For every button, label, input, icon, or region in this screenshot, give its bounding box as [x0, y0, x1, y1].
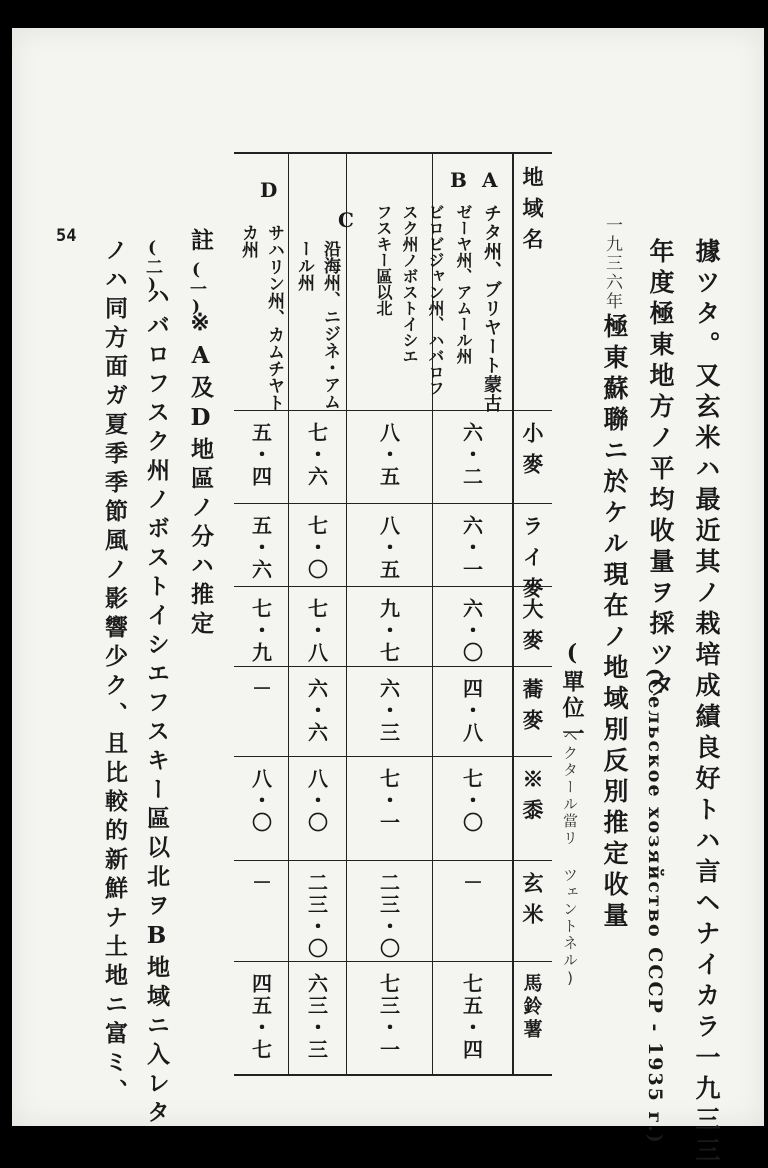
cell-a-wheat: 六・二 [459, 422, 484, 488]
note-2-line-2: ノハ同方面ガ夏季季節風ノ影響少ク、且比較的新鮮ナ土地ニ富ミ、 [101, 238, 128, 1108]
cell-c-buckwheat: 六・六 [304, 678, 329, 744]
cell-a-rice: － [459, 872, 484, 894]
cell-d-wheat: 五・四 [248, 422, 273, 488]
cell-b-buckwheat: 六・三 [376, 678, 401, 744]
cell-d-rye: 五・六 [248, 515, 273, 581]
header-crop-wheat: 小麥 [520, 422, 545, 484]
row-region-line-2: ール州 [294, 240, 314, 291]
body-line-1: 據ツタ。又玄米ハ最近其ノ栽培成績良好トハ言ヘナイカラ一九三三 [692, 238, 721, 1168]
cell-c-potato: 六三・三 [304, 973, 329, 1061]
cell-b-rye: 八・五 [376, 515, 401, 581]
note-1-text: ※A及D地區ノ分ハ推定 [187, 310, 214, 640]
note-2-line-1: ハバロフスク州ノボストイシエフスキー區以北ヲB地域ニ入レタ [143, 284, 170, 1129]
cell-b-wheat: 八・五 [376, 422, 401, 488]
header-crop-rye: ライ麥 [520, 515, 545, 608]
note-1-marker: (一) [186, 260, 206, 317]
cell-a-millet: 七・〇 [459, 768, 484, 834]
cell-d-potato: 四五・七 [248, 973, 273, 1061]
cell-d-millet: 八・〇 [248, 768, 273, 834]
row-region-line-2: ビロビジャン州、ハバロフ [426, 204, 445, 396]
document-page [12, 28, 764, 1168]
note-2-marker: (二) [142, 238, 162, 295]
header-crop-buckwheat: 蕎麥 [520, 678, 545, 740]
unit-note: (單位一 [559, 640, 585, 748]
cell-a-rye: 六・一 [459, 515, 484, 581]
cell-c-rice: 二三・〇 [304, 872, 329, 960]
row-region-line-4: フスキー區以北 [374, 204, 393, 316]
table-caption: 極東蘇聯ニ於ケル現在ノ地域別反別推定收量 [600, 313, 629, 933]
row-region: チタ州、ブリヤート蒙古 [481, 204, 502, 413]
row-code: C [338, 208, 354, 232]
row-code: A [482, 168, 498, 192]
cell-a-potato: 七五・四 [459, 973, 484, 1061]
cell-b-rice: 二三・〇 [376, 872, 401, 960]
header-crop-rice: 玄米 [520, 872, 545, 934]
row-region-line-2: カ州 [238, 224, 258, 258]
source-citation: (Сельское хозяйство СССР - 1935 г.) [644, 668, 666, 1145]
cell-a-barley: 六・〇 [459, 598, 484, 664]
row-code: D [260, 178, 278, 202]
row-region-line-3: スク州ノボストイシエ [400, 204, 419, 364]
row-code: B [450, 168, 467, 192]
header-crop-potato: 馬鈴薯 [520, 973, 543, 1042]
cell-c-millet: 八・〇 [304, 768, 329, 834]
header-crop-millet: ※黍 [520, 768, 545, 830]
cell-d-rice: － [248, 872, 273, 894]
row-region-line-1: 沿海州、ニジネ・アム [320, 240, 340, 410]
cell-a-buckwheat: 四・八 [459, 678, 484, 744]
unit-handwritten: ヘクタール當リ ツェントネル) [561, 728, 579, 989]
note-label: 註 [187, 228, 214, 257]
page-number: 54 [56, 226, 77, 246]
cell-d-buckwheat: － [248, 678, 273, 700]
header-region: 地域名 [520, 166, 545, 259]
body-line-2: 年度極東地方ノ平均收量ヲ採ツタ [646, 238, 675, 703]
handwritten-margin-note: 一九三六年 [602, 216, 622, 311]
cell-b-millet: 七・一 [376, 768, 401, 834]
cell-d-barley: 七・九 [248, 598, 273, 664]
cell-c-barley: 七・八 [304, 598, 329, 664]
cell-b-potato: 七三・一 [376, 973, 401, 1061]
header-crop-barley: 大麥 [520, 598, 545, 660]
cell-b-barley: 九・七 [376, 598, 401, 664]
row-region-line-1: サハリン州、カムチヤト [264, 224, 284, 411]
cell-c-rye: 七・〇 [304, 515, 329, 581]
cell-c-wheat: 七・六 [304, 422, 329, 488]
row-region-line-1: ゼーヤ州、アムール州 [454, 204, 473, 364]
